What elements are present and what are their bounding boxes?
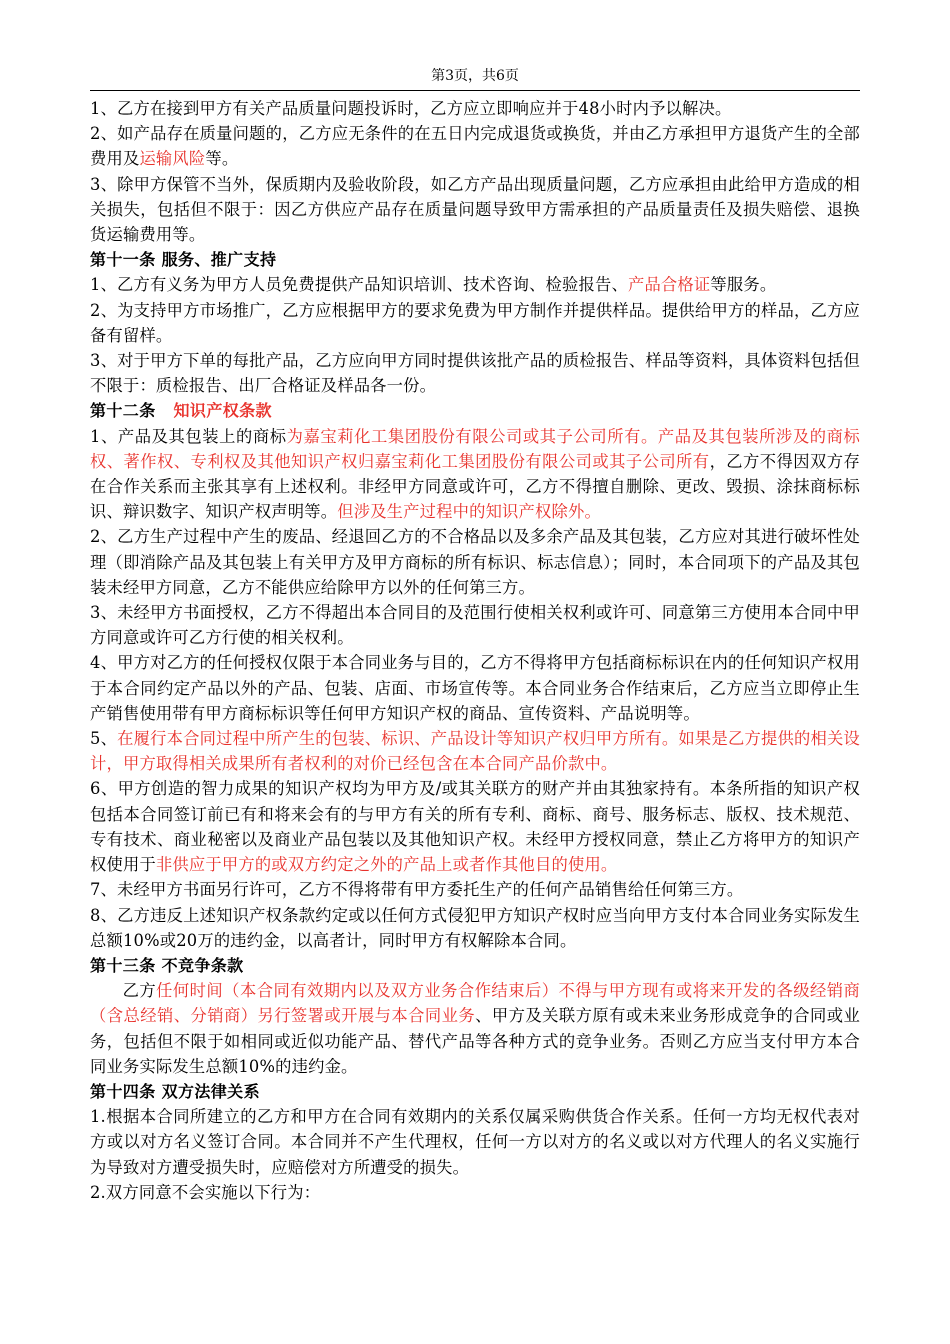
clause-12-item-3: 3、未经甲方书面授权，乙方不得超出本合同目的及范围行使相关权利或许可、同意第三方使用本合同中甲方同意或许可乙方行使的相关权利。: [90, 603, 860, 648]
contract-body: [90, 96, 860, 1205]
highlight-text: 但涉及生产过程中的知识产权除外。: [337, 502, 601, 522]
clause-14-heading: 第十四条 双方法律关系: [90, 1081, 260, 1101]
highlight-text: 知识产权条款: [173, 401, 272, 421]
clause-11-heading: 第十一条 服务、推广支持: [90, 250, 277, 270]
clause-14-item-1: 1.根据本合同所建立的乙方和甲方在合同有效期内的关系仅属采购供货合作关系。任何一方均无权代表对方或以对方名义签订合同。本合同并不产生代理权，任何一方以对方的名义或以对方代理人的名义实施行为导致对方遭受损失时，应赔偿对方所遭受的损失。: [90, 1107, 860, 1177]
highlight-text: 产品合格证: [627, 275, 711, 295]
highlight-text: 为嘉宝莉化工集团股份有限公司或其子公司所有。产品及其包装所涉及的商标权、著作权、专利权及其他知识产权归嘉宝莉化工集团股份有限公司或其子公司所有: [90, 426, 860, 471]
clause-10-item-3: 3、除甲方保管不当外，保质期内及验收阶段，如乙方产品出现质量问题，乙方应承担由此给甲方造成的相关损失，包括但不限于：因乙方供应产品存在质量问题导致甲方需承担的产品质量责任及损失赔偿、退换货运输费用等。: [90, 174, 860, 245]
clause-13-body: 乙方任何时间（本合同有效期内以及双方业务合作结束后）不得与甲方现有或将来开发的各级经销商（含总经销、分销商）另行签署或开展与本合同业务、甲方及关联方原有或未来业务形成竞争的合同或业务，包括但不限于如相同或近似功能产品、替代产品等各种方式的竞争业务。否则乙方应当支付甲方本合同业务实际发生总额10%的违约金。: [90, 981, 860, 1076]
clause-12-item-1: 1、产品及其包装上的商标为嘉宝莉化工集团股份有限公司或其子公司所有。产品及其包装所涉及的商标权、著作权、专利权及其他知识产权归嘉宝莉化工集团股份有限公司或其子公司所有，乙方不得因双方存在合作关系而主张其享有上述权利。非经甲方同意或许可，乙方不得擅自删除、更改、毁损、涂抹商标标识、辩识数字、知识产权声明等。但涉及生产过程中的知识产权除外。: [90, 426, 861, 522]
clause-12-item-8: 8、乙方违反上述知识产权条款约定或以任何方式侵犯甲方知识产权时应当向甲方支付本合同业务实际发生总额10%或20万的违约金，以高者计，同时甲方有权解除本合同。: [90, 905, 860, 950]
clause-12-item-4: 4、甲方对乙方的任何授权仅限于本合同业务与目的，乙方不得将甲方包括商标标识在内的任何知识产权用于本合同约定产品以外的产品、包装、店面、市场宣传等。本合同业务合作结束后，乙方应当立即停止生产销售使用带有甲方商标标识等任何甲方知识产权的商品、宣传资料、产品说明等。: [90, 653, 860, 723]
highlight-text: 运输风险: [139, 149, 206, 169]
clause-13-heading: 第十三条 不竞争条款: [90, 955, 244, 975]
page-number-label: 第3页，共6页: [431, 68, 519, 84]
clause-12-item-6: 6、甲方创造的智力成果的知识产权均为甲方及/或其关联方的财产并由其独家持有。本条所指的知识产权包括本合同签订前已有和将来会有的与甲方有关的所有专利、商标、商号、服务标志、版权、技术规范、专有技术、商业秘密以及商业产品包装以及其他知识产权。未经甲方授权同意，禁止乙方将甲方的知识产权使用于非供应于甲方的或双方约定之外的产品上或者作其他目的使用。: [90, 779, 860, 875]
clause-14-item-2: 2.双方同意不会实施以下行为：: [90, 1182, 321, 1202]
clause-11-item-3: 3、对于甲方下单的每批产品，乙方应向甲方同时提供该批产品的质检报告、样品等资料，具体资料包括但不限于：质检报告、出厂合格证及样品各一份。: [90, 351, 860, 396]
clause-10-item-2: 2、如产品存在质量问题的，乙方应无条件的在五日内完成退货或换货，并由乙方承担甲方退货产生的全部费用及运输风险等。: [90, 124, 860, 169]
highlight-text: 任何时间（本合同有效期内以及双方业务合作结束后）不得与甲方现有或将来开发的各级经销商（含总经销、分销商）另行签署或开展与本合同业务: [90, 981, 860, 1026]
clause-12-item-5: 5、在履行本合同过程中所产生的包装、标识、产品设计等知识产权归甲方所有。如果是乙方提供的相关设计，甲方取得相关成果所有者权利的对价已经包含在本合同产品价款中。: [90, 729, 860, 774]
clause-12-item-7: 7、未经甲方书面另行许可，乙方不得将带有甲方委托生产的任何产品销售给任何第三方。: [90, 880, 744, 900]
clause-11-item-2: 2、为支持甲方市场推广，乙方应根据甲方的要求免费为甲方制作并提供样品。提供给甲方的样品，乙方应备有留样。: [90, 300, 860, 345]
clause-12-item-2: 2、乙方生产过程中产生的废品、经退回乙方的不合格品以及多余产品及其包装，乙方应对其进行破坏性处理（即消除产品及其包装上有关甲方及甲方商标的所有标识、标志信息）；同时，本合同项下的产品及其包装未经甲方同意，乙方不能供应给除甲方以外的任何第三方。: [90, 527, 860, 597]
clause-12-heading: 第十二条 知识产权条款: [90, 401, 272, 421]
clause-10-item-1: 1、乙方在接到甲方有关产品质量问题投诉时，乙方应立即响应并于48小时内予以解决。: [90, 99, 732, 118]
clause-11-item-1: 1、乙方有义务为甲方人员免费提供产品知识培训、技术咨询、检验报告、产品合格证等服务。: [90, 275, 777, 295]
highlight-text: 在履行本合同过程中所产生的包装、标识、产品设计等知识产权归甲方所有。如果是乙方提供的相关设计，甲方取得相关成果所有者权利的对价已经包含在本合同产品价款中。: [90, 729, 860, 774]
page-header: [90, 62, 860, 91]
highlight-text: 非供应于甲方的或双方约定之外的产品上或者作其他目的使用。: [155, 855, 618, 875]
